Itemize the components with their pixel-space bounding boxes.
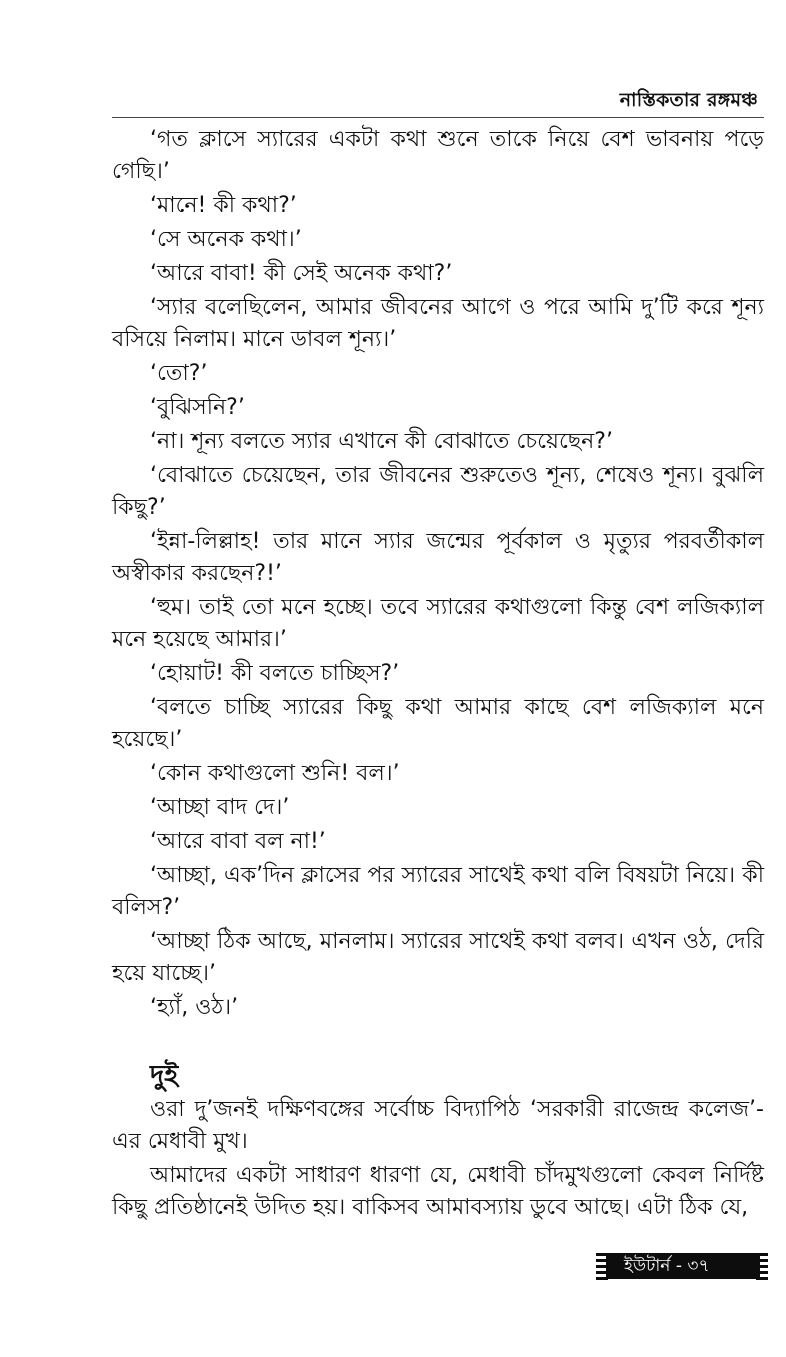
paragraph: ‘আরে বাবা! কী সেই অনেক কথা?’: [150, 261, 453, 286]
footer-label: [624, 1253, 710, 1279]
footer-brush-edge: [756, 1252, 768, 1280]
paragraph: ‘হোয়াট! কী বলতে চাচ্ছিস?’: [150, 661, 400, 686]
footer-separator: -: [675, 1256, 688, 1276]
paragraph: আমাদের একটা সাধারণ ধারণা যে, মেধাবী চাঁদমুখগুলো কেবল নির্দিষ্ট কিছু প্রতিষ্ঠানেই উদিত হয়। বাকিসব আমাবস্যায় ডুবে আছে। এটা ঠিক যে,: [112, 1163, 764, 1220]
paragraph: ‘স্যার বলেছিলেন, আমার জীবনের আগে ও পরে আমি দু’টি করে শূন্য বসিয়ে নিলাম। মানে ডাবল শূন্য।’: [112, 295, 764, 352]
paragraph: ‘আচ্ছা, এক’দিন ক্লাসের পর স্যারের সাথেই কথা বলি বিষয়টা নিয়ে। কী বলিস?’: [112, 863, 764, 920]
paragraph: ‘কোন কথাগুলো শুনি! বল।’: [150, 761, 400, 786]
paragraph: ‘হুম। তাই তো মনে হচ্ছে। তবে স্যারের কথাগুলো কিন্তু বেশ লজিক্যাল মনে হয়েছে আমার।’: [112, 595, 764, 652]
header-divider: [112, 117, 764, 118]
page-body: [112, 124, 764, 1224]
page-number: ৩৭: [687, 1256, 710, 1276]
section-heading: দুই: [150, 1060, 179, 1091]
paragraph: ‘না। শূন্য বলতে স্যার এখানে কী বোঝাতে চেয়েছেন?’: [150, 429, 613, 454]
paragraph: ‘সে অনেক কথা।’: [150, 227, 302, 252]
paragraph: ‘হ্যাঁ, ওঠ।’: [150, 995, 239, 1020]
paragraph: ‘আরে বাবা বল না!’: [150, 829, 326, 854]
paragraph: ‘মানে! কী কথা?’: [150, 193, 297, 218]
paragraph: ‘আচ্ছা ঠিক আছে, মানলাম। স্যারের সাথেই কথা বলব। এখন ওঠ, দেরি হয়ে যাচ্ছে।’: [112, 929, 764, 986]
footer-book-title: ইউটার্ন: [624, 1256, 671, 1276]
paragraph: ‘বলতে চাচ্ছি স্যারের কিছু কথা আমার কাছে বেশ লজিক্যাল মনে হয়েছে।’: [112, 695, 764, 752]
paragraph: ‘তো?’: [150, 361, 208, 386]
paragraph: ‘বোঝাতে চেয়েছেন, তার জীবনের শুরুতেও শূন্য, শেষেও শূন্য। বুঝলি কিছু?’: [112, 463, 764, 520]
page-footer: [596, 1250, 768, 1282]
paragraph: ‘ইন্না-লিল্লাহ! তার মানে স্যার জন্মের পূর্বকাল ও মৃত্যুর পরবর্তীকাল অস্বীকার করছেন?!’: [112, 529, 764, 586]
paragraph: ‘বুঝিসনি?’: [150, 395, 245, 420]
paragraph: ‘গত ক্লাসে স্যারের একটা কথা শুনে তাকে নিয়ে বেশ ভাবনায় পড়ে গেছি।’: [112, 127, 764, 184]
running-header: নাস্তিকতার রঙ্গমঞ্চ: [619, 89, 758, 111]
paragraph: ‘আচ্ছা বাদ দে।’: [150, 795, 290, 820]
paragraph: ওরা দু’জনই দক্ষিণবঙ্গের সর্বোচ্চ বিদ্যাপিঠ ‘সরকারী রাজেন্দ্র কলেজ’-এর মেধাবী মুখ।: [112, 1097, 764, 1154]
